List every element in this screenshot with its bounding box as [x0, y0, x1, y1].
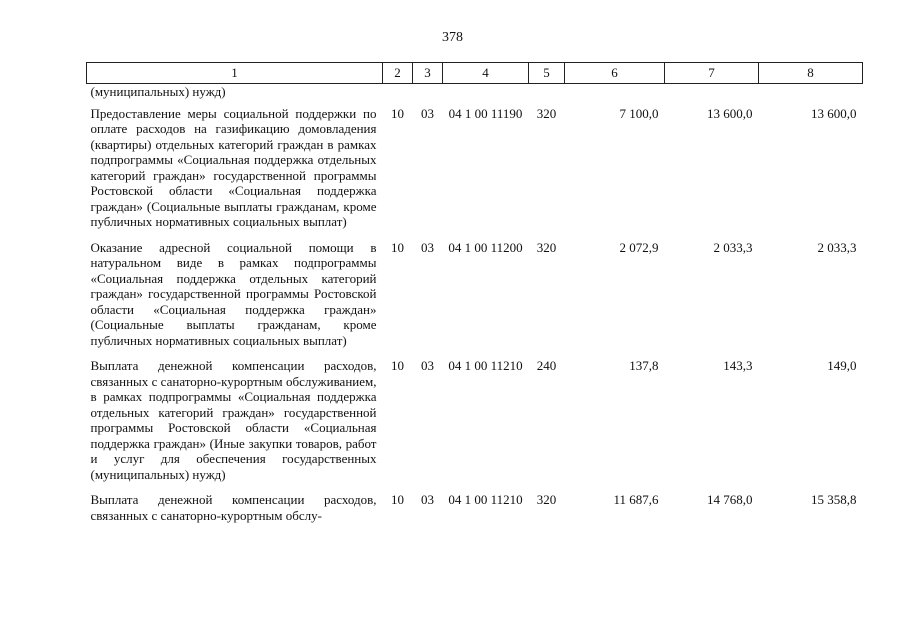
row-subsection: 03: [421, 105, 434, 121]
row-section: 10: [391, 492, 404, 507]
row-description: Выплата денежной компенсации расходов, связанных с санаторно-курортным обслу-: [90, 492, 377, 523]
table-row: [87, 486, 863, 527]
row-amount-year-1: 2 072,9: [619, 239, 659, 255]
row-target-code: 04 1 00 11190: [448, 105, 523, 121]
row-amount-year-3: 13 600,0: [811, 105, 857, 121]
page-number: 378: [442, 30, 463, 45]
continuation-row: [87, 84, 863, 100]
row-section: 10: [391, 358, 404, 373]
row-target-code: 04 1 00 11210: [448, 492, 523, 507]
table-row: [87, 100, 863, 234]
header-col-6: 6: [565, 63, 665, 84]
row-amount-year-1: 137,8: [629, 358, 659, 373]
row-subsection: 03: [421, 358, 434, 373]
table-row: [87, 234, 863, 353]
row-amount-year-3: 149,0: [827, 358, 857, 373]
row-expense-type: 320: [536, 105, 557, 121]
row-amount-year-1: 11 687,6: [613, 492, 659, 507]
header-col-5: 5: [529, 63, 565, 84]
row-amount-year-2: 14 768,0: [707, 492, 753, 507]
table-row: [87, 352, 863, 486]
row-section: 10: [391, 105, 404, 121]
row-amount-year-1: 7 100,0: [619, 105, 659, 121]
row-expense-type: 320: [536, 492, 557, 507]
row-amount-year-3: 2 033,3: [817, 239, 857, 255]
row-description: Оказание адресной социальной помощи в натуральном виде в рамках подпрограммы «Социальная поддержка отдельных категорий граждан» государственной программы Ростовской области «Социальная поддержка граждан» (Социальные выплаты гражданам, кроме публичных нормативных социальных выплат): [90, 239, 377, 348]
row-amount-year-2: 2 033,3: [713, 239, 753, 255]
row-subsection: 03: [421, 239, 434, 255]
row-amount-year-3: 15 358,8: [811, 492, 857, 507]
row-section: 10: [391, 239, 404, 255]
row-subsection: 03: [421, 492, 434, 507]
row-target-code: 04 1 00 11210: [448, 358, 523, 373]
row-description: Выплата денежной компенсации расходов, связанных с санаторно-курортным обслуживанием, в рамках подпрограммы «Социальная поддержка отдельных категорий граждан» государственной программы Ростовской области «Социальная поддержка граждан» (Иные закупки товаров, работ и услуг для обеспечения государственных (муниципальных) нужд): [90, 358, 377, 482]
table-header-row: [87, 63, 863, 84]
row-amount-year-2: 13 600,0: [707, 105, 753, 121]
header-col-3: 3: [413, 63, 443, 84]
row-target-code: 04 1 00 11200: [448, 239, 523, 255]
budget-table: [86, 62, 863, 527]
row-amount-year-2: 143,3: [723, 358, 753, 373]
continuation-text: (муниципальных) нужд): [90, 84, 226, 99]
header-col-2: 2: [383, 63, 413, 84]
header-col-7: 7: [665, 63, 759, 84]
header-col-1: 1: [87, 63, 383, 84]
row-expense-type: 240: [536, 358, 557, 373]
row-expense-type: 320: [536, 239, 557, 255]
header-col-8: 8: [759, 63, 863, 84]
header-col-4: 4: [443, 63, 529, 84]
row-description: Предоставление меры социальной поддержки по оплате расходов на газификацию домовладения (квартиры) отдельных категорий граждан в рамках подпрограммы «Социальная поддержка отдельных категорий граждан» государственной программы Ростовской области «Социальная поддержка граждан» (Социальные выплаты гражданам, кроме публичных нормативных социальных выплат): [90, 105, 377, 229]
